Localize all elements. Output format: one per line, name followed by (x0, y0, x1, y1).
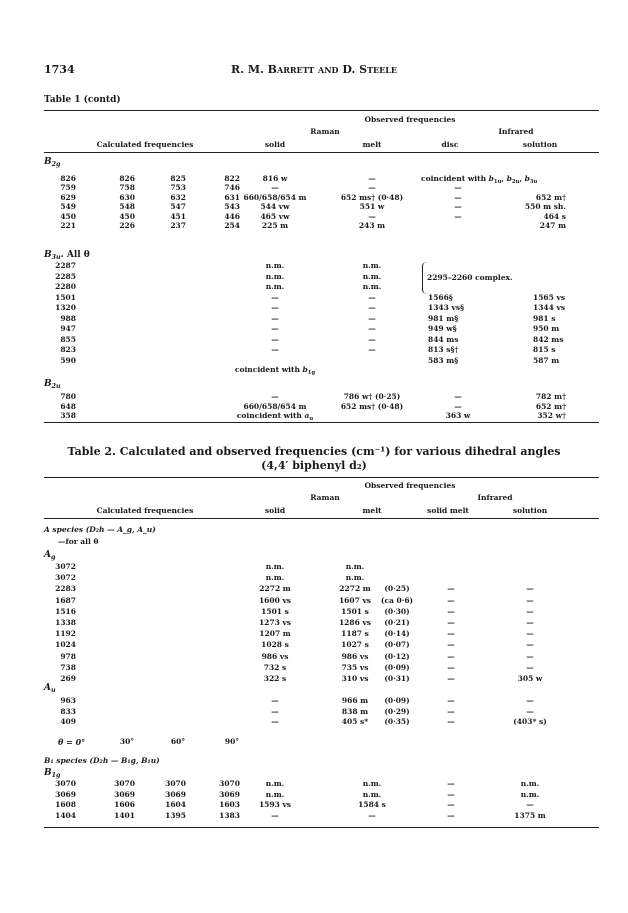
ir-solid-melt-cell: — (447, 800, 455, 809)
ir-solution-cell: — (526, 706, 534, 716)
calc-0deg-cell: 2287 (55, 261, 76, 270)
ir-solution-cell: (403* s) (513, 717, 547, 726)
raman-melt-polarization-cell: (0·21) (384, 618, 410, 627)
calc-cell: 2283 (55, 584, 76, 594)
table1-caption: Table 1 (contd) (44, 95, 121, 105)
running-title: R. M. Barrett and D. Steele (231, 63, 397, 76)
calc-0deg-cell: 988 (60, 313, 76, 323)
raman-melt-cell: — (368, 324, 376, 333)
raman-melt-polarization-cell: (0·09) (384, 662, 410, 672)
table2-top-rule (44, 477, 599, 478)
calc-cell: 833 (60, 706, 76, 716)
calc-60deg-cell: 3070 (165, 779, 186, 788)
raman-solid-cell: — (271, 696, 279, 705)
calc-0deg-cell: 3069 (55, 789, 76, 799)
raman-solid-cell: 732 s (263, 662, 287, 672)
b1-species-label: B₁ species (D₂h — B₁g, B₁u) (44, 756, 160, 765)
raman-melt-polarization-cell: (0·09) (384, 696, 410, 705)
calc-30deg-cell: 758 (119, 183, 135, 193)
ir-solution-cell: — (526, 584, 534, 594)
calc-0deg-cell: 855 (60, 334, 76, 344)
raman-solid-cell: — (271, 392, 279, 401)
ir-disc-cell: — (454, 202, 462, 212)
raman-melt-cell: — (368, 183, 376, 193)
ir-solution-cell: 1344 vs (533, 303, 566, 312)
ir-disc-cell: — (454, 392, 462, 401)
calc-0deg-cell: 1501 (55, 292, 76, 302)
ir-solution-cell: 1375 m (514, 810, 546, 820)
raman-melt-cell: 1027 s (341, 640, 369, 650)
ir-solution-cell: 782 m† (535, 392, 566, 401)
raman-melt-cell: — (368, 313, 376, 323)
raman-melt-cell: 405 s* (341, 717, 369, 726)
raman-melt-cell: n.m. (362, 282, 382, 291)
ir-solid-melt-cell: — (447, 595, 455, 605)
b3u-label: $B_{3u}$. All θ (44, 250, 90, 261)
calc-cell: 963 (60, 696, 76, 705)
raman-melt-cell: 838 m (341, 706, 369, 716)
ir-solution-cell: 247 m (539, 221, 566, 230)
raman-melt-cell: — (368, 303, 376, 312)
calc-0deg-cell: 2285 (55, 271, 76, 281)
calc-0deg-cell: 823 (60, 345, 76, 354)
calc-60deg-cell: 1395 (165, 810, 186, 820)
table2-bottom-rule (44, 827, 599, 828)
raman-melt-polarization-cell: (ca 0·6) (380, 595, 414, 605)
table1-col-melt: melt (362, 140, 382, 149)
ir-disc-cell: 1343 vs§ (428, 303, 464, 312)
ir-solution-cell: 587 m (533, 355, 560, 365)
raman-melt-cell: — (368, 292, 376, 302)
calc-90deg-cell: 1603 (219, 800, 240, 809)
ir-solution-cell: — (526, 800, 534, 809)
raman-solid-cell: n.m. (265, 271, 285, 281)
raman-solid-cell: n.m. (265, 779, 285, 788)
raman-solid-cell: — (271, 183, 279, 193)
raman-solid-cell: 1501 s (261, 606, 289, 616)
raman-solid-cell: n.m. (265, 282, 285, 291)
ir-disc-cell: 1566§ (428, 292, 453, 302)
ir-disc-cell: 813 s§† (428, 345, 459, 354)
table2-col-solution: solution (512, 506, 548, 515)
table2-col-melt: melt (362, 506, 382, 515)
ir-solid-melt-cell: — (447, 810, 455, 820)
ir-disc-cell: — (454, 192, 462, 202)
ir-solution-cell: — (526, 696, 534, 705)
calc-60deg-cell: 451 (170, 211, 186, 221)
raman-solid-cell: n.m. (265, 562, 285, 571)
calc-0deg-cell: 629 (60, 192, 76, 202)
raman-melt-cell: — (368, 345, 376, 354)
ir-disc-cell: 583 m§ (428, 355, 459, 365)
ir-solid-melt-cell: — (447, 662, 455, 672)
raman-melt-polarization-cell: (0·07) (384, 640, 410, 650)
calc-90deg-cell: 822 (224, 174, 240, 183)
calc-cell: 1192 (55, 629, 76, 639)
raman-melt-cell: — (368, 211, 376, 221)
b2g-label: $B_{2g}$ (44, 157, 61, 168)
calc-0deg-cell: 826 (60, 174, 76, 183)
ir-solution-cell: — (526, 629, 534, 639)
ir-disc-cell: 363 w (445, 411, 471, 420)
complex-note: 2295–2260 complex. (427, 273, 513, 282)
calc-0deg-cell: 1404 (55, 810, 76, 820)
calc-30deg-cell: 450 (119, 211, 135, 221)
raman-solid-cell: n.m. (265, 573, 285, 583)
raman-solid-cell: — (271, 324, 279, 333)
raman-melt-cell: 1501 s (341, 606, 369, 616)
table1-infrared-header: Infrared (498, 127, 534, 136)
table1-header-rule (44, 152, 599, 153)
ir-solution-cell: 464 s (543, 211, 566, 221)
raman-solid-cell: 2272 m (259, 584, 291, 594)
ir-disc-cell: 981 m§ (428, 313, 459, 323)
calc-0deg-cell: 2280 (55, 282, 76, 291)
raman-solid-cell: 1028 s (261, 640, 289, 650)
ir-solid-melt-cell: — (447, 651, 455, 661)
calc-90deg-cell: 1383 (219, 810, 240, 820)
theta-60: 60° (170, 737, 186, 746)
calc-cell: 738 (60, 662, 76, 672)
raman-solid-cell: — (271, 345, 279, 354)
table2-header-rule (44, 518, 599, 519)
raman-melt-cell: 786 w† (0·25) (343, 392, 401, 401)
raman-melt-cell: 243 m (358, 221, 386, 230)
ir-solid-melt-cell: — (447, 779, 455, 788)
calc-30deg-cell: 1606 (114, 800, 135, 809)
ir-solid-melt-cell: — (447, 606, 455, 616)
raman-melt-cell: 652 ms† (0·48) (340, 401, 404, 411)
coincident-au-note: coincident with $a_u$ (236, 411, 314, 422)
ir-solution-cell: — (526, 595, 534, 605)
calc-90deg-cell: 3069 (219, 789, 240, 799)
calc-0deg-cell: 648 (60, 401, 76, 411)
calc-90deg-cell: 543 (224, 202, 240, 212)
calc-30deg-cell: 3070 (114, 779, 135, 788)
ir-solution-cell: — (526, 606, 534, 616)
table1-col-disc: disc (441, 140, 459, 149)
raman-solid-cell: — (271, 810, 279, 820)
calc-60deg-cell: 1604 (165, 800, 186, 809)
table2-caption-line2: (4,4′ biphenyl d₂) (261, 459, 367, 472)
calc-0deg-cell: 3070 (55, 779, 76, 788)
raman-solid-cell: 322 s (263, 674, 287, 683)
ir-disc-cell: 949 w§ (428, 324, 457, 333)
raman-melt-cell: n.m. (345, 573, 365, 583)
calc-90deg-cell: 446 (224, 211, 240, 221)
raman-melt-cell: n.m. (362, 789, 382, 799)
raman-melt-cell: 652 ms† (0·48) (340, 192, 404, 202)
table1-calculated-header: Calculated frequencies (96, 140, 194, 149)
ir-solution-cell: 652 m† (535, 401, 566, 411)
ir-solution-cell: 305 w (517, 674, 543, 683)
ir-solid-melt-cell: — (447, 789, 455, 799)
raman-melt-cell: n.m. (345, 562, 365, 571)
calc-cell: 269 (60, 674, 76, 683)
calc-0deg-cell: 1608 (55, 800, 76, 809)
ir-disc-cell: — (454, 183, 462, 193)
raman-melt-cell: n.m. (362, 261, 382, 270)
ir-solid-melt-cell: — (447, 696, 455, 705)
calc-30deg-cell: 3069 (114, 789, 135, 799)
raman-melt-cell: — (368, 810, 376, 820)
raman-melt-cell: n.m. (362, 271, 382, 281)
b2u-label: $B_{2u}$ (44, 379, 61, 390)
raman-melt-polarization-cell: (0·25) (384, 584, 410, 594)
ir-solution-cell: 1565 vs (533, 292, 566, 302)
calc-cell: 1338 (55, 618, 76, 627)
table2-infrared-header: Infrared (477, 493, 513, 502)
table2-calculated-header: Calculated frequencies (96, 506, 194, 515)
calc-0deg-cell: 590 (60, 355, 76, 365)
raman-melt-cell: 1187 s (341, 629, 369, 639)
table2-col-solid-melt: solid melt (427, 506, 469, 515)
table2-col-solid: solid (264, 506, 286, 515)
ir-solid-melt-cell: — (447, 640, 455, 650)
ir-solution-cell: n.m. (520, 789, 540, 799)
calc-0deg-cell: 358 (60, 411, 76, 420)
ir-solution-cell: — (526, 662, 534, 672)
calc-30deg-cell: 1401 (114, 810, 135, 820)
au-label: $A_u$ (44, 683, 56, 694)
ir-solution-cell: — (526, 618, 534, 627)
ir-disc-cell: — (454, 211, 462, 221)
raman-melt-polarization-cell: (0·29) (384, 706, 410, 716)
table2-caption-line1: Table 2. Calculated and observed frequencies (cm⁻¹) for various dihedral angles (67, 445, 561, 458)
b1g-label: $B_{1g}$ (44, 768, 61, 779)
calc-60deg-cell: 547 (170, 202, 186, 212)
theta-label: θ = 0° (58, 737, 86, 747)
raman-melt-cell: 551 w (359, 202, 385, 212)
raman-melt-cell: 966 m (341, 696, 369, 705)
table1-raman-header: Raman (310, 127, 340, 136)
ir-disc-cell: 844 ms (428, 334, 459, 344)
raman-solid-cell: 1600 vs (258, 595, 292, 605)
raman-solid-cell: 816 w (262, 174, 288, 183)
raman-melt-cell: 310 vs (341, 674, 369, 683)
calc-30deg-cell: 548 (119, 202, 135, 212)
raman-melt-polarization-cell: (0·14) (384, 629, 410, 639)
ir-solid-melt-cell: — (447, 706, 455, 716)
raman-solid-cell: — (271, 313, 279, 323)
calc-0deg-cell: 780 (60, 392, 76, 401)
raman-solid-cell: — (271, 292, 279, 302)
coincident-b1g-note: coincident with $b_{1g}$ (234, 365, 316, 376)
calc-0deg-cell: 221 (60, 221, 76, 230)
ir-solution-cell: 815 s (533, 345, 556, 354)
calc-60deg-cell: 237 (170, 221, 186, 230)
raman-melt-polarization-cell: (0·12) (384, 651, 410, 661)
table2-observed-header: Observed frequencies (364, 481, 456, 490)
table2-raman-header: Raman (310, 493, 340, 502)
theta-90: 90° (224, 737, 240, 746)
calc-30deg-cell: 226 (119, 221, 135, 230)
ir-solution-cell: 842 ms (533, 334, 564, 344)
a-species-label: A species (D₂h — A_g, A_u) (44, 525, 156, 534)
coincident-b1u-note: coincident with $b_{1u}$, $b_{2u}$, $b_{3u}$ (421, 174, 538, 185)
ir-solution-cell: 652 m† (535, 192, 566, 202)
calc-90deg-cell: 3070 (219, 779, 240, 788)
raman-solid-cell: 1207 m (259, 629, 291, 639)
raman-solid-cell: 465 vw (260, 211, 290, 221)
raman-melt-cell: 1584 s (358, 800, 386, 809)
raman-melt-polarization-cell: (0·35) (384, 717, 410, 726)
calc-0deg-cell: 549 (60, 202, 76, 212)
calc-cell: 3072 (55, 573, 76, 583)
ir-solution-cell: n.m. (520, 779, 540, 788)
ir-solution-cell: 352 w† (537, 411, 566, 420)
raman-solid-cell: — (271, 717, 279, 726)
raman-solid-cell: 544 vw (260, 202, 290, 212)
raman-melt-cell: 1286 vs (338, 618, 372, 627)
table1-col-solid: solid (264, 140, 286, 149)
table1-col-solution: solution (522, 140, 558, 149)
ir-solution-cell: — (526, 640, 534, 650)
ir-solution-cell: 981 s (533, 313, 556, 323)
raman-solid-cell: 1273 vs (258, 618, 292, 627)
raman-solid-cell: n.m. (265, 261, 285, 270)
ir-solid-melt-cell: — (447, 629, 455, 639)
calc-cell: 978 (60, 651, 76, 661)
raman-solid-cell: 1593 vs (258, 800, 292, 809)
calc-90deg-cell: 631 (224, 192, 240, 202)
ir-solid-melt-cell: — (447, 584, 455, 594)
ag-label: $A_g$ (44, 550, 56, 561)
ir-disc-cell: — (454, 401, 462, 411)
raman-solid-cell: 225 m (261, 221, 289, 230)
calc-0deg-cell: 947 (60, 324, 76, 333)
raman-solid-cell: — (271, 706, 279, 716)
calc-0deg-cell: 450 (60, 211, 76, 221)
raman-melt-cell: 1607 vs (338, 595, 372, 605)
calc-cell: 3072 (55, 562, 76, 571)
raman-solid-cell: n.m. (265, 789, 285, 799)
calc-90deg-cell: 746 (224, 183, 240, 193)
calc-0deg-cell: 759 (60, 183, 76, 193)
raman-solid-cell: — (271, 334, 279, 344)
raman-melt-polarization-cell: (0·31) (384, 674, 410, 683)
page-number: 1734 (44, 63, 75, 76)
theta-30: 30° (119, 737, 135, 746)
calc-60deg-cell: 3069 (165, 789, 186, 799)
ir-solution-cell: 550 m sh. (524, 202, 566, 212)
table1-top-rule (44, 110, 599, 111)
calc-90deg-cell: 254 (224, 221, 240, 230)
table1-bottom-rule (44, 422, 599, 423)
raman-solid-cell: — (271, 303, 279, 312)
raman-melt-cell: — (368, 334, 376, 344)
raman-solid-cell: 986 vs (261, 651, 289, 661)
calc-30deg-cell: 826 (119, 174, 135, 183)
table1-observed-header: Observed frequencies (364, 115, 456, 124)
ir-solid-melt-cell: — (447, 717, 455, 726)
calc-60deg-cell: 753 (170, 183, 186, 193)
raman-solid-cell: 660/658/654 m (243, 401, 307, 411)
raman-melt-cell: n.m. (362, 779, 382, 788)
calc-cell: 1687 (55, 595, 76, 605)
ir-solid-melt-cell: — (447, 674, 455, 683)
calc-30deg-cell: 630 (119, 192, 135, 202)
calc-cell: 1024 (55, 640, 76, 650)
ir-solution-cell: — (526, 651, 534, 661)
calc-60deg-cell: 825 (170, 174, 186, 183)
raman-melt-cell: 2272 m (339, 584, 371, 594)
raman-melt-polarization-cell: (0·30) (384, 606, 410, 616)
calc-0deg-cell: 1320 (55, 303, 76, 312)
for-all-theta: —for all θ (58, 537, 99, 546)
calc-60deg-cell: 632 (170, 192, 186, 202)
raman-melt-cell: 986 vs (341, 651, 369, 661)
calc-cell: 409 (60, 717, 76, 726)
calc-cell: 1516 (55, 606, 76, 616)
raman-melt-cell: 735 vs (341, 662, 369, 672)
ir-solid-melt-cell: — (447, 618, 455, 627)
raman-melt-cell: — (368, 174, 376, 183)
raman-solid-cell: 660/658/654 m (243, 192, 307, 202)
ir-solution-cell: 950 m (533, 324, 560, 333)
